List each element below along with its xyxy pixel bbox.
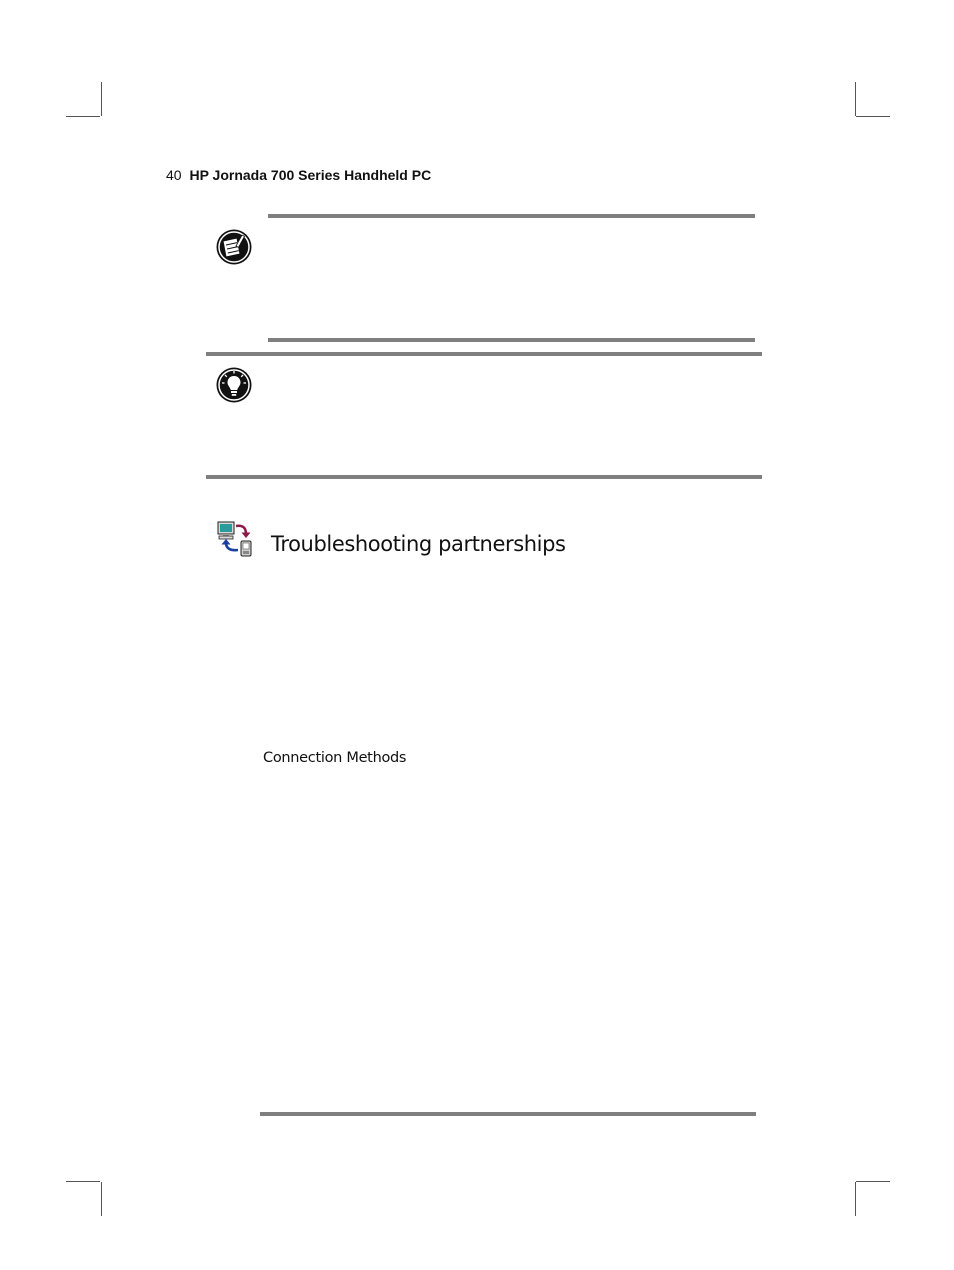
crop-mark [856, 1181, 890, 1182]
page-number: 40 [166, 167, 182, 183]
crop-mark [66, 116, 100, 117]
note-pad-icon [215, 228, 253, 266]
pc-handheld-sync-icon [216, 520, 256, 558]
subheading-connection-methods: Connection Methods [263, 750, 407, 766]
bottom-rule [260, 1112, 756, 1116]
section-title: Troubleshooting partnerships [271, 532, 566, 556]
crop-mark [855, 82, 856, 116]
running-head [166, 166, 431, 184]
tip-top-rule [206, 352, 762, 356]
crop-mark [855, 1182, 856, 1216]
crop-mark [66, 1181, 100, 1182]
note-bottom-rule [268, 338, 755, 342]
book-title: HP Jornada 700 Series Handheld PC [189, 167, 432, 183]
crop-mark [856, 116, 890, 117]
crop-mark [101, 1182, 102, 1216]
note-top-rule [268, 214, 755, 218]
tip-bottom-rule [206, 475, 762, 479]
lightbulb-icon [215, 366, 253, 404]
crop-mark [101, 82, 102, 116]
